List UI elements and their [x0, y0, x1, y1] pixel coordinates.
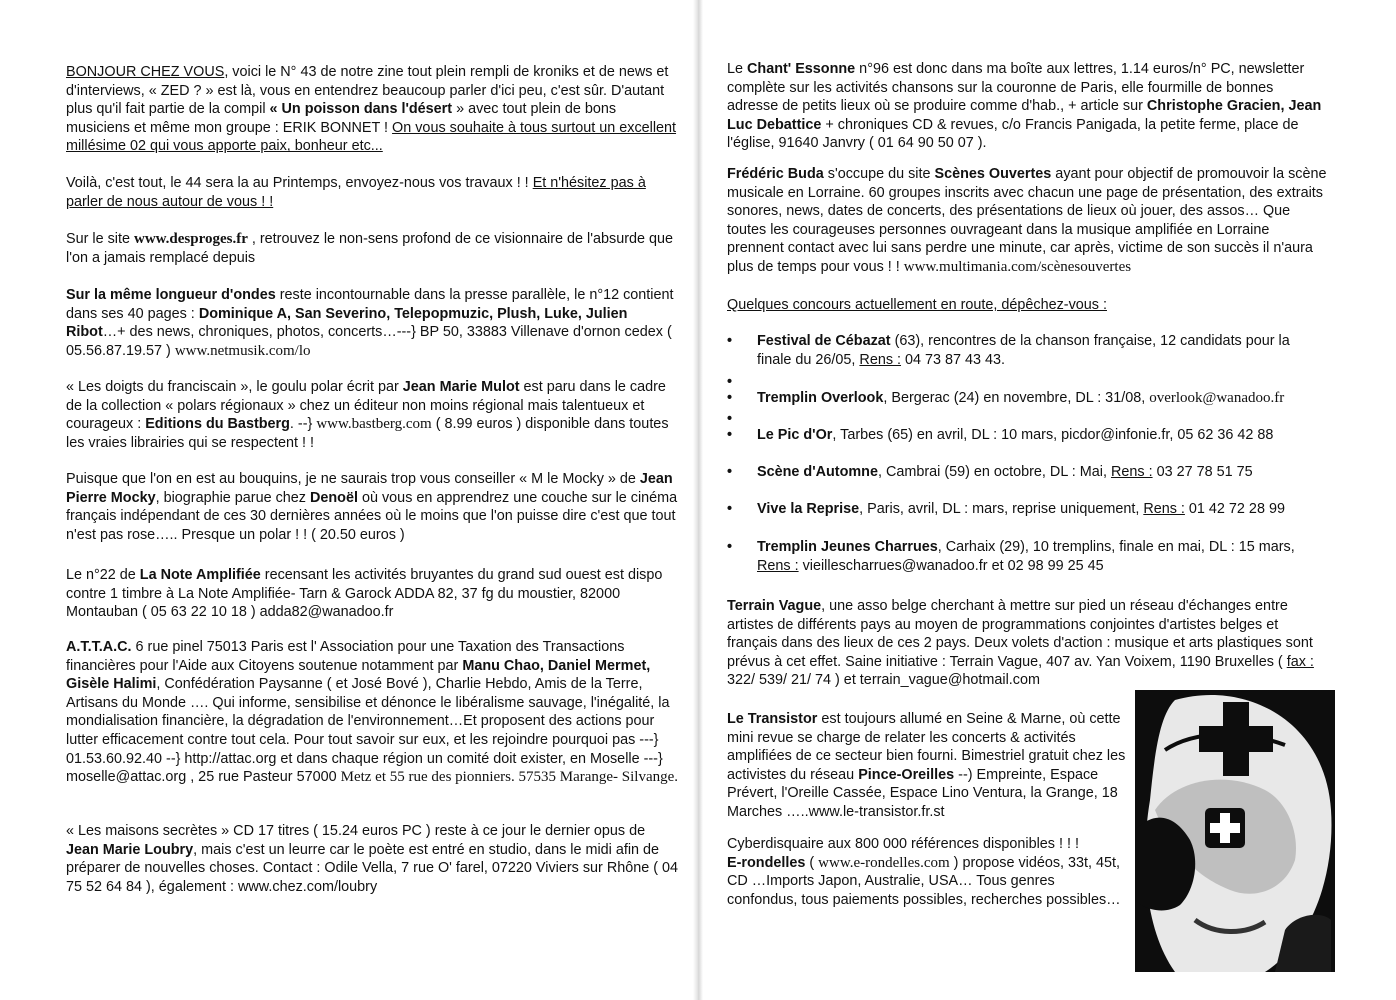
chant-essonne-paragraph: Le Chant' Essonne n°96 est donc dans ma boîte aux lettres, 1.14 euros/n° PC, newsletter complète sur les activités chansons sur la couronne de Paris, elle fourmille de bonnes adresse de petits lieux où se produire comme d'hab., + article sur Christophe Gracien, Jean Luc Debattice + chroniques CD & revues, c/o Francis Panigada, la petite ferme, place de l'église, 91640 Janvry ( 01 64 90 50 07 ).	[727, 61, 1322, 152]
multimania-link[interactable]: www.multimania.com/scènesouvertes	[903, 258, 1132, 275]
bastberg-link[interactable]: www.bastberg.com	[316, 416, 432, 433]
loubry-paragraph: « Les maisons secrètes » CD 17 titres ( 15.24 euros PC ) reste à ce jour le dernier opus de Jean Marie Loubry, mais c'est un leurre car le poète est entré en studio, dans le midi afin de préparer de nouvelles choses. Contact : Odile Vella, 7 rue O' farel, 07220 Viviers sur Rhône ( 04 75 52 64 84 ), également : www.chez.com/loubry	[66, 823, 679, 895]
face-cross-photo	[1135, 690, 1335, 972]
e-rondelles-link[interactable]: www.e-rondelles.com	[818, 854, 950, 871]
greeting: BONJOUR CHEZ VOUS	[66, 64, 225, 80]
transistor-paragraph: Le Transistor est toujours allumé en Seine & Marne, où cette mini revue se charge de relater les concerts & activités amplifiées de ce secteur bien fourni. Bimestriel gratuit chez les activistes du réseau Pince-Oreilles --) Empreinte, Espace Prévert, l'Oreille Cassée, Espace Lino Ventura, la Grange, 18 Marches …..www.le-transistor.fr.st	[727, 711, 1126, 820]
next-issue-paragraph: Voilà, c'est tout, le 44 sera la au Printemps, envoyez-nous vos travaux ! ! Et n'hésitez pas à parler de nous autour de vous ! !	[66, 175, 646, 210]
desproges-link[interactable]: www.desproges.fr	[133, 231, 248, 247]
list-item: • Tremplin Overlook, Bergerac (24) en novembre, DL : 31/08, overlook@wanadoo.fr	[727, 390, 1285, 406]
page-gutter	[693, 0, 703, 1000]
franciscain-paragraph: « Les doigts du franciscain », le goulu polar écrit par Jean Marie Mulot est paru dans le cadre de la collection « polars régionaux » chez un éditeur non moins régional mais talentueux et courageux : Editions du Bastberg. --} www.bastberg.com ( 8.99 euros ) disponible dans toutes les vraies librairies qui se respectent ! !	[66, 379, 669, 451]
list-item: • Scène d'Automne, Cambrai (59) en octobre, DL : Mai, Rens : 03 27 78 51 75	[727, 464, 1253, 480]
longueur-ondes-paragraph: Sur la même longueur d'ondes reste incontournable dans la presse parallèle, le n°12 contient dans ses 40 pages : Dominique A, San Severino, Telepopmuzic, Plush, Luke, Julien Ribot…+ des news, chroniques, photos, concerts…---} BP 50, 33883 Villenave d'ornon cedex ( 05.56.87.19.57 ) www.netmusik.com/lo	[66, 287, 674, 359]
list-item: • Le Pic d'Or, Tarbes (65) en avril, DL : 10 mars, picdor@infonie.fr, 05 62 36 42 88	[727, 427, 1274, 443]
compil-title: « Un poisson dans l'désert	[269, 101, 453, 118]
mocky-paragraph: Puisque que l'on en est au bouquins, je ne saurais trop vous conseiller « M le Mocky » de Jean Pierre Mocky, biographie parue chez Denoël où vous en apprendrez une couche sur le cinéma français indépendant de ces 30 dernières années où le moins que l'on puisse dire c'est que tout n'est pas rose….. Presque un polar ! ! ( 20.50 euros )	[66, 471, 678, 543]
desproges-paragraph: Sur le site www.desproges.fr , retrouvez le non-sens profond de ce visionnaire de l'absurde que l'on a jamais remplacé depuis	[66, 231, 674, 266]
list-item: • Tremplin Jeunes Charrues, Carhaix (29), 10 tremplins, finale en mai, DL : 15 mars, Rens : vieillescharrues@wanadoo.fr et 02 98 99 25 45	[727, 539, 1295, 574]
list-item: • Festival de Cébazat (63), rencontres de la chanson française, 12 candidats pour la finale du 26/05, Rens : 04 73 87 43 43.	[727, 333, 1290, 368]
intro-paragraph: BONJOUR CHEZ VOUS, voici le N° 43 de notre zine tout plein rempli de kroniks et de news et d'interviews, « ZED ? » est là, vous en entendrez beaucoup parler d'ici peu, c'est sûr. D'autant plus qu'il fait partie de la compil « Un poisson dans l'désert » avec tout plein de bons musiciens et même mon groupe : ERIK BONNET ! On vous souhaite à tous surtout un excellent millésime 02 qui vous apporte paix, bonheur etc...	[66, 64, 677, 155]
list-item: • Vive la Reprise, Paris, avril, DL : mars, reprise uniquement, Rens : 01 42 72 28 99	[727, 501, 1285, 517]
new-year-wishes: On vous souhaite à tous surtout un excellent millésime 02 qui vous apporte paix, bonheur etc...	[66, 119, 677, 155]
contests-heading: Quelques concours actuellement en route, dépêchez-vous :	[727, 297, 1107, 313]
small-cross-icon	[1205, 808, 1245, 848]
terrain-vague-paragraph: Terrain Vague, une asso belge cherchant à mettre sur pied un réseau d'échanges entre artistes de différents pays au moyen de programmations conjointes d'artistes belges et français dans des lieux de ces 2 pays. Deux volets d'action : musique et arts plastiques sont prévus à cet effet. Saine initiative : Terrain Vague, 407 av. Yan Voixem, 1190 Bruxelles ( fax : 322/ 539/ 21/ 74 ) et terrain_vague@hotmail.com	[727, 598, 1314, 689]
face-cross-illustration	[1135, 690, 1335, 972]
netmusik-link[interactable]: www.netmusik.com/lo	[174, 342, 311, 359]
attac-paragraph: A.T.T.A.C. 6 rue pinel 75013 Paris est l' Association pour une Taxation des Transactions financières pour l'Aide aux Citoyens soutenue notamment par Manu Chao, Daniel Mermet, Gisèle Halimi, Confédération Paysanne ( et José Bové ), Charlie Hebdo, Amis de la Terre, Artisans du Monde …. Qui informe, sensibilise et dénonce le libéralisme sauvage, l'inégalité, la mondialisation financière, la dégradation de l'environnement…Et proposent des actions pour lutter efficacement contre tout cela. Pour tout savoir sur eux, et les rejoindre pourquoi pas ---} 01.53.60.92.40 --} http://attac.org et dans chaque région un comité doit exister, en Moselle ---} moselle@attac.org , 25 rue Pasteur 57000 Metz et 55 rue des pionniers. 57535 Marange- Silvange.	[66, 639, 679, 786]
scenes-ouvertes-paragraph: Frédéric Buda s'occupe du site Scènes Ouvertes ayant pour objectif de promouvoir la scène musicale en Lorraine. 60 groupes inscrits avec chacun une page de présentation, des extraits sonores, news, dates de concerts, des présentations de lieux où jouer, des assos… Que toutes les courageuses personnes ouvrageant dans la musique amplifiée en Lorraine prennent contact avec lui sans perdre une minute, car après, victime de son succès il n'aura plus de temps pour vous ! ! www.multimania.com/scènesouvertes	[727, 166, 1327, 275]
note-amplifiee-paragraph: Le n°22 de La Note Amplifiée recensant les activités bruyantes du grand sud ouest est dispo contre 1 timbre à La Note Amplifiée- Tarn & Garock ADDA 82, 37 fg du moustier, 82000 Montauban ( 05 63 22 10 18 ) adda82@wanadoo.fr	[66, 567, 663, 621]
e-rondelles-paragraph: Cyberdisquaire aux 800 000 références disponibles ! ! ! E-rondelles ( www.e-rondelles.com ) propose vidéos, 33t, 45t, CD …Imports Japon, Australie, USA… Tous genres confondus, tous paiements possibles, recherches possibles…	[727, 836, 1121, 908]
